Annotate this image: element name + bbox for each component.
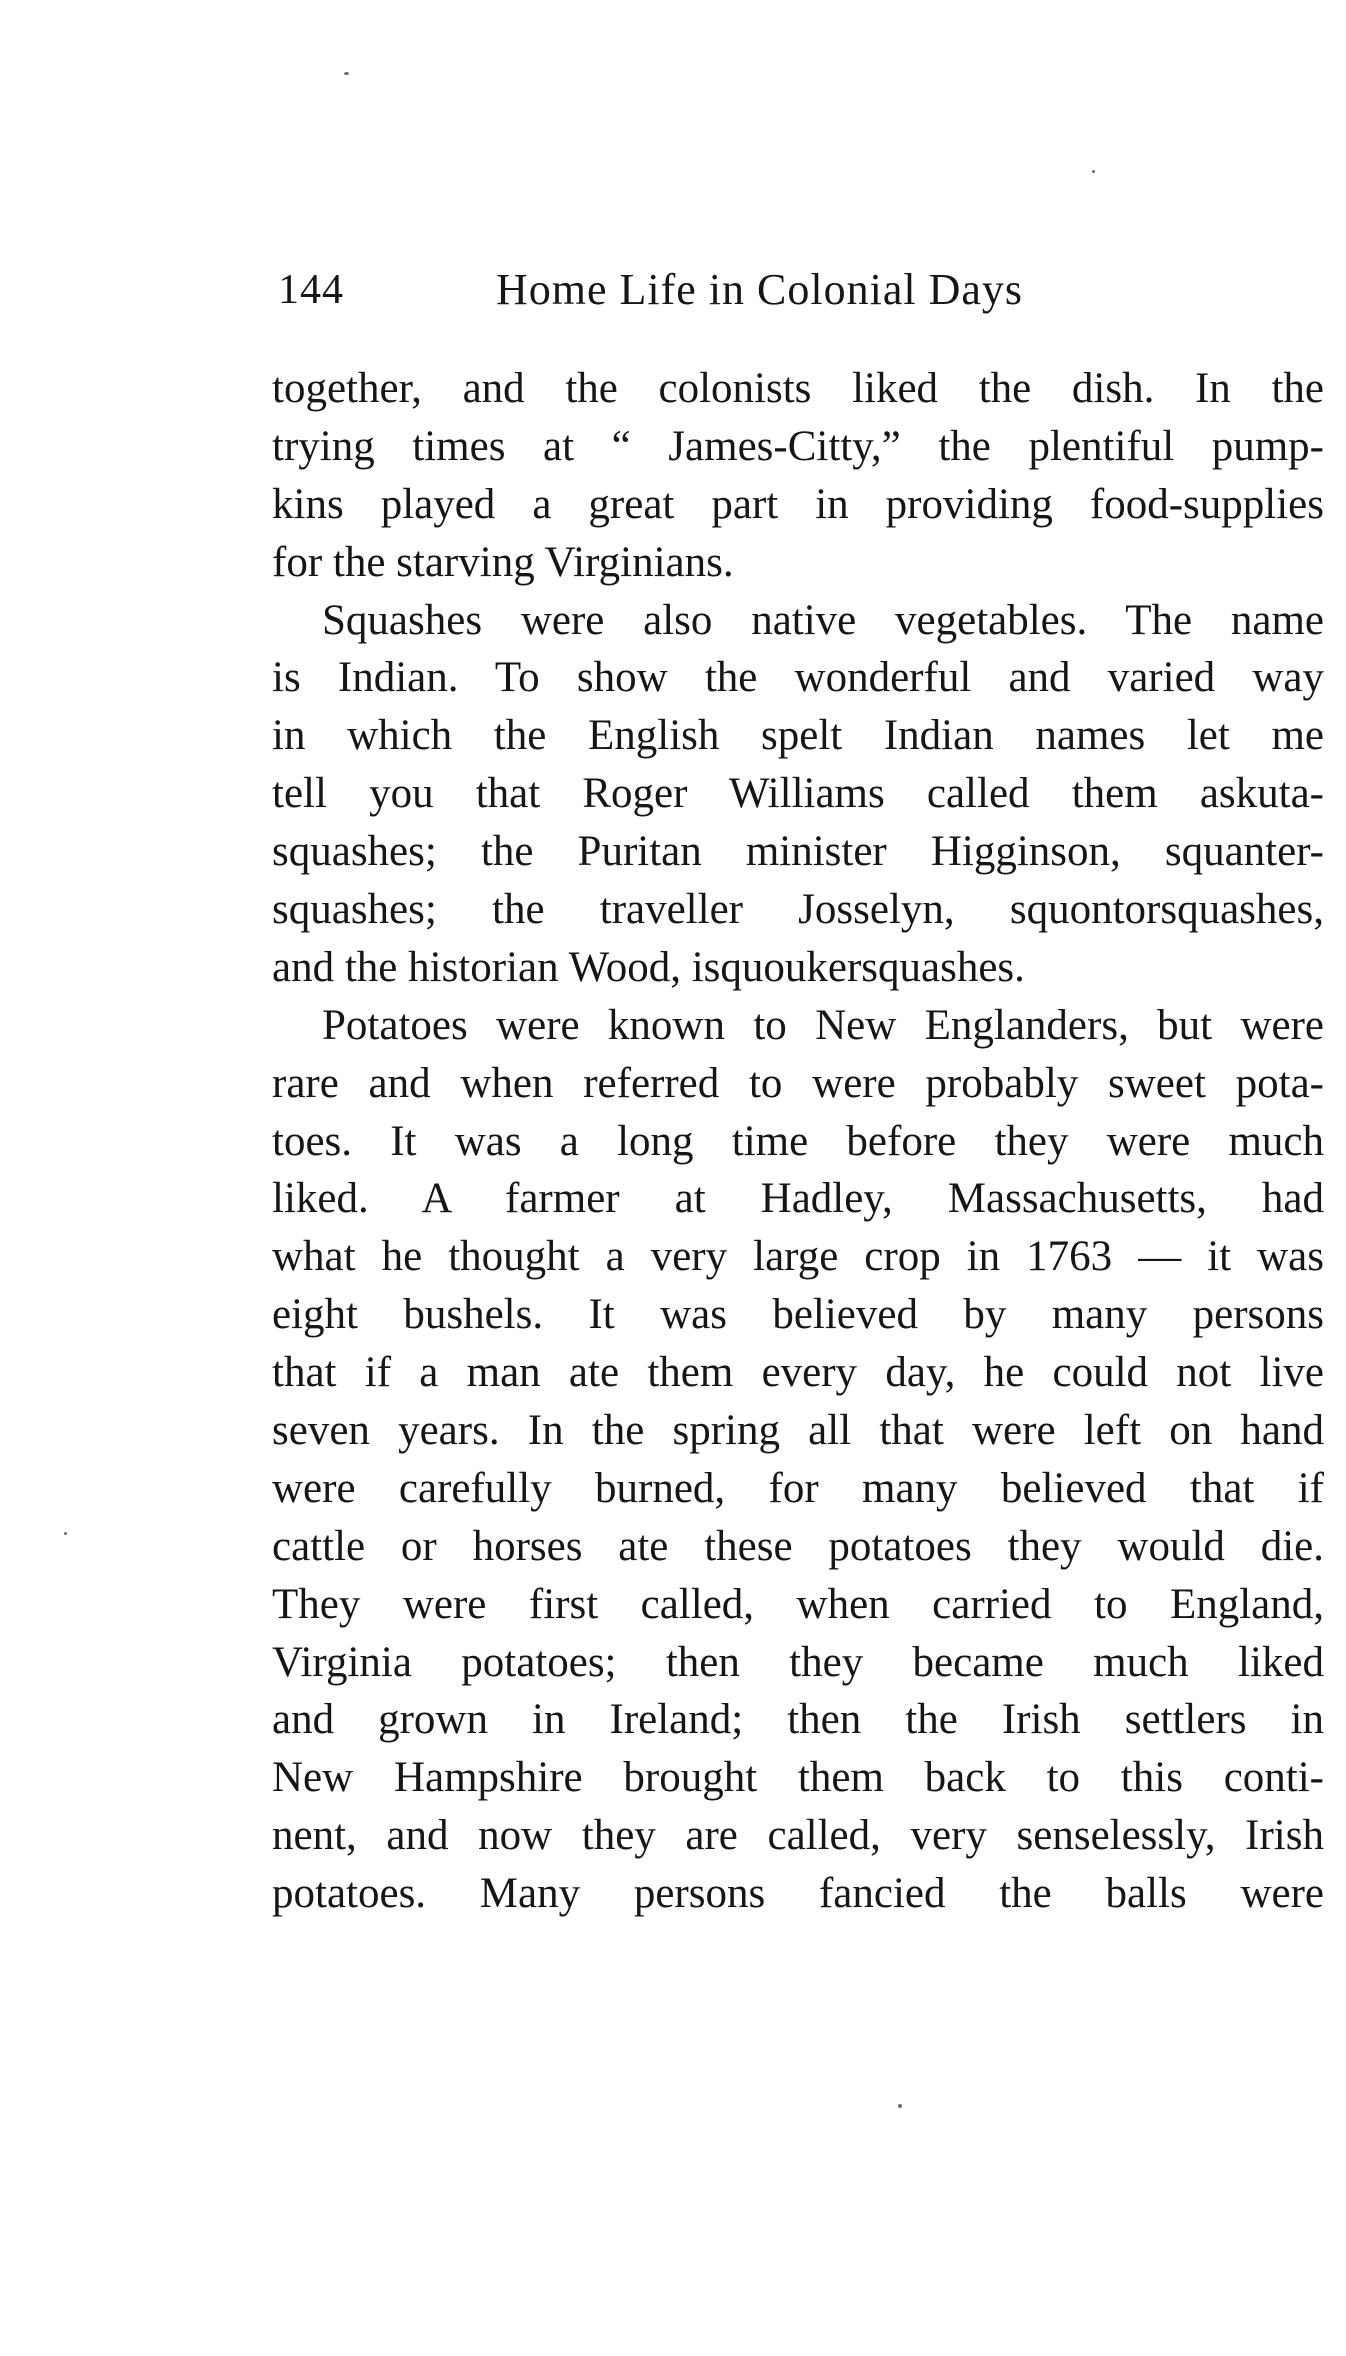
running-head — [278, 258, 1123, 322]
text-line: and the historian Wood, isquoukersquashes. — [272, 943, 1025, 991]
paragraph-first-line: Potatoes were known to New Englanders, but were — [322, 1001, 1324, 1049]
text-line: nent, and now they are called, very senselessly, Irish — [272, 1812, 1324, 1860]
text-line: New Hampshire brought them back to this conti- — [272, 1754, 1324, 1802]
text-line: toes. It was a long time before they were much — [272, 1117, 1324, 1165]
body-text — [272, 360, 1324, 1923]
scan-speck — [344, 72, 349, 75]
text-line: potatoes. Many persons fancied the balls were — [272, 1870, 1324, 1918]
text-line: squashes; the Puritan minister Higginson, squanter- — [272, 828, 1324, 876]
text-line: liked. A farmer at Hadley, Massachusetts, had — [272, 1175, 1324, 1223]
text-line: rare and when referred to were probably sweet pota- — [272, 1059, 1324, 1107]
text-line: They were first called, when carried to England, — [272, 1580, 1324, 1628]
scan-speck — [64, 1532, 67, 1535]
text-line: squashes; the traveller Josselyn, squontorsquashes, — [272, 886, 1324, 934]
text-line: seven years. In the spring all that were left on hand — [272, 1407, 1324, 1455]
text-line: what he thought a very large crop in 1763 — it was — [272, 1233, 1324, 1281]
text-line: in which the English spelt Indian names let me — [272, 712, 1324, 760]
text-line: is Indian. To show the wonderful and varied way — [272, 654, 1324, 702]
text-line: Virginia potatoes; then they became much liked — [272, 1638, 1324, 1686]
scan-speck — [898, 2104, 902, 2108]
text-line: tell you that Roger Williams called them askuta- — [272, 770, 1324, 818]
text-line: that if a man ate them every day, he could not live — [272, 1349, 1324, 1397]
text-line: and grown in Ireland; then the Irish settlers in — [272, 1696, 1324, 1744]
page-number: 144 — [278, 267, 344, 313]
text-line: trying times at “ James-Citty,” the plentiful pump- — [272, 422, 1324, 470]
text-line: together, and the colonists liked the dish. In the — [272, 365, 1324, 412]
text-line: were carefully burned, for many believed that if — [272, 1464, 1324, 1512]
text-line: cattle or horses ate these potatoes they would die. — [272, 1522, 1324, 1570]
text-line: kins played a great part in providing food-supplies — [272, 480, 1324, 528]
running-title: Home Life in Colonial Days — [496, 265, 1024, 314]
paragraph-first-line: Squashes were also native vegetables. The name — [322, 596, 1324, 644]
text-line: eight bushels. It was believed by many persons — [272, 1291, 1324, 1339]
text-line: for the starving Virginians. — [272, 538, 734, 586]
scan-speck — [1092, 170, 1095, 173]
